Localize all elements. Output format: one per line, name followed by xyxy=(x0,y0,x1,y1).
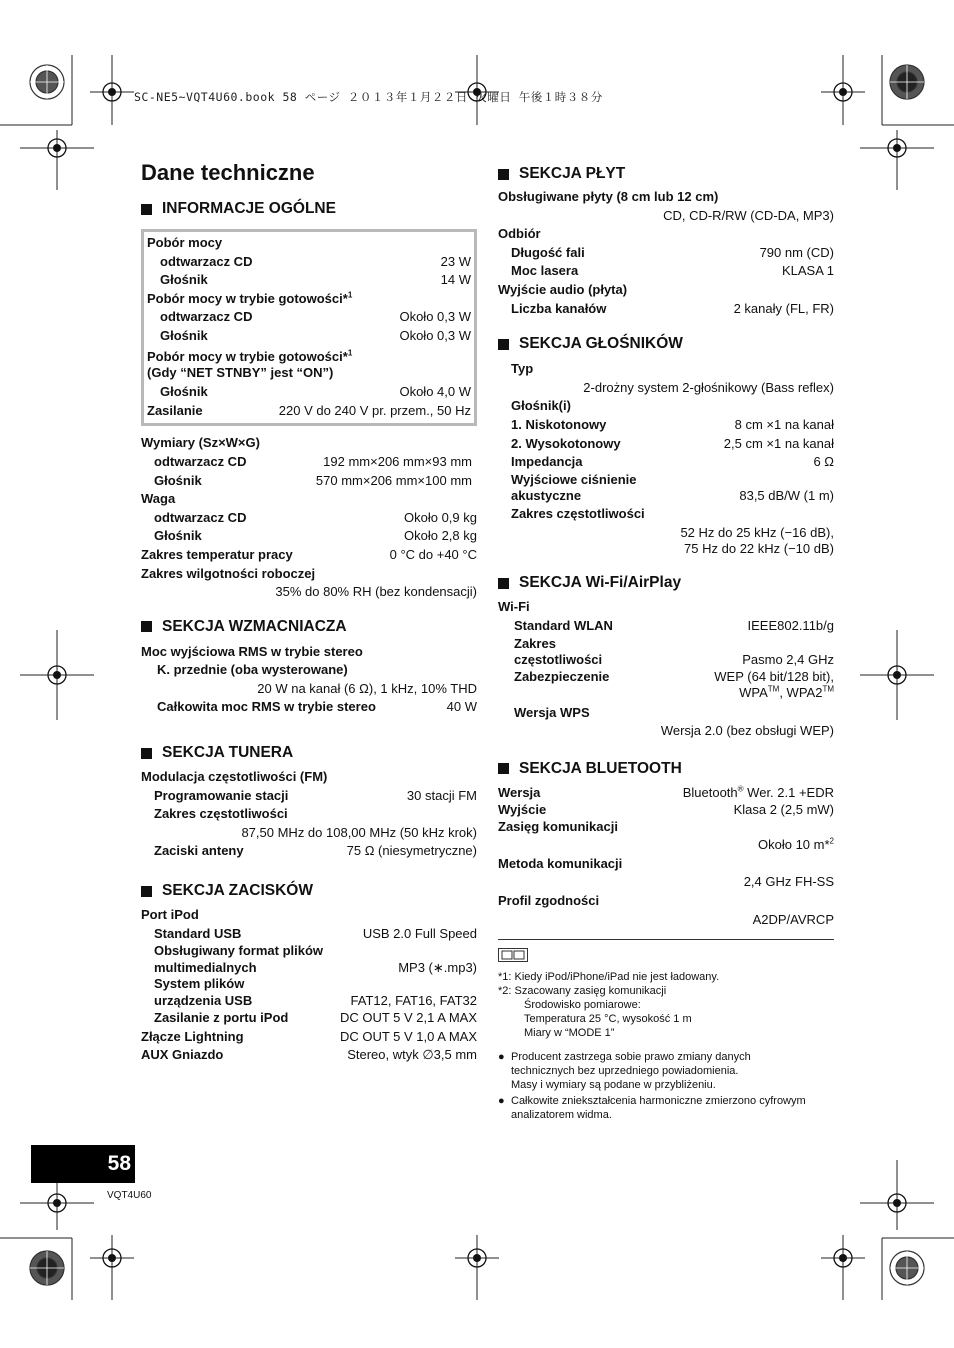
spec-row: odtwarzacz CD Około 0,9 kg xyxy=(154,509,477,525)
footnote-2-detail: Środowisko pomiarowe: xyxy=(524,999,641,1012)
page-number: 58 xyxy=(31,1145,135,1183)
square-bullet-icon xyxy=(498,578,509,589)
spec-row: K. przednie (oba wysterowane) xyxy=(157,662,348,678)
spec-row: Moc lasera KLASA 1 xyxy=(511,263,834,279)
book-icon xyxy=(498,948,528,962)
spec-row: Głośnik 570 mm×206 mm×100 mm xyxy=(154,472,472,488)
section-heading-terminals: SEKCJA ZACISKÓW xyxy=(141,881,477,901)
spec-row: Odbiór xyxy=(498,226,541,242)
spec-row: Zasilanie 220 V do 240 V pr. przem., 50 Hz xyxy=(147,402,471,418)
spec-row: odtwarzacz CD Około 0,3 W xyxy=(160,309,471,325)
spec-row: Standard USB USB 2.0 Full Speed xyxy=(154,925,477,941)
spec-row: Obsługiwany format plików multimedialnych MP3 (∗.mp3) xyxy=(154,943,477,975)
spec-row: Zakres wilgotności roboczej xyxy=(141,565,316,581)
spec-row: Typ xyxy=(511,361,534,377)
spec-row: (Gdy “NET STNBY” jest “ON”) xyxy=(147,365,334,381)
spec-row: Liczba kanałów 2 kanały (FL, FR) xyxy=(511,300,834,316)
spec-row: Wersja Bluetooth® Wer. 2.1 +EDR xyxy=(498,784,834,800)
document-code: VQT4U60 xyxy=(107,1190,152,1201)
spec-row: Moc wyjściowa RMS w trybie stereo xyxy=(141,643,363,659)
spec-row: Zasięg komunikacji xyxy=(498,818,618,834)
spec-row: Programowanie stacji 30 stacji FM xyxy=(154,787,477,803)
spec-row: Wyjściowe ciśnienie akustyczne 83,5 dB/W (1 m) xyxy=(511,471,834,504)
spec-row: Głośnik 14 W xyxy=(160,272,471,288)
spec-row: Zabezpieczenie WEP (64 bit/128 bit), WPA™, WPA2™ xyxy=(514,668,834,700)
spec-row: Zakres temperatur pracy 0 °C do +40 °C xyxy=(141,546,477,562)
spec-row: Port iPod xyxy=(141,907,199,923)
spec-value-line: 52 Hz do 25 kHz (−16 dB), 75 Hz do 22 kHz (−10 dB) xyxy=(680,525,834,557)
spec-value-line: Około 10 m*$^2$ xyxy=(758,836,834,853)
disc-specs xyxy=(498,188,834,318)
list-item: ● Całkowite zniekształcenia harmoniczne zmierzono cyfrowym analizatorem widma. xyxy=(498,1095,806,1122)
spec-row: Zakres częstotliwości Pasmo 2,4 GHz xyxy=(514,635,834,667)
square-bullet-icon xyxy=(498,169,509,180)
section-heading-disc: SEKCJA PŁYT xyxy=(498,164,834,184)
spec-row: Zakres częstotliwości xyxy=(154,806,288,822)
spec-row: Pobór mocy w trybie gotowości*$^1$ xyxy=(147,290,353,306)
list-item: ● Producent zastrzega sobie prawo zmiany danych technicznych bez uprzedniego powiadomienia. Masy i wymiary są podane w przybliżeniu. xyxy=(498,1051,751,1092)
spec-row: Zasilanie z portu iPod DC OUT 5 V 2,1 A MAX xyxy=(154,1010,477,1026)
square-bullet-icon xyxy=(141,204,152,215)
spec-value-line: 87,50 MHz do 108,00 MHz (50 kHz krok) xyxy=(241,824,477,840)
bullet-icon: ● xyxy=(498,1051,505,1064)
dimensions-specs xyxy=(141,434,477,601)
book-header-line: SC-NE5~VQT4U60.book 58 ページ ２０１３年１月２２日 火曜日 午後１時３８分 xyxy=(134,90,603,104)
footnotes xyxy=(498,970,834,1122)
spec-value-line: 2-drożny system 2-głośnikowy (Bass reflex) xyxy=(583,379,834,395)
spec-value-line: Wersja 2.0 (bez obsługi WEP) xyxy=(660,723,834,739)
spec-row: Obsługiwane płyty (8 cm lub 12 cm) xyxy=(498,189,719,204)
spec-row: Impedancja 6 Ω xyxy=(511,454,834,470)
footnote-2: *2: Szacowany zasięg komunikacji xyxy=(498,985,667,998)
spec-row: odtwarzacz CD 23 W xyxy=(160,253,471,269)
spec-row: Standard WLAN IEEE802.11b/g xyxy=(514,617,834,633)
section-heading-amplifier: SEKCJA WZMACNIACZA xyxy=(141,617,477,637)
section-heading-tuner: SEKCJA TUNERA xyxy=(141,743,477,763)
speakers-specs xyxy=(498,360,834,557)
spec-row: Głośnik(i) xyxy=(511,398,571,414)
section-heading-speakers: SEKCJA GŁOŚNIKÓW xyxy=(498,334,834,354)
spec-row: Głośnik Około 4,0 W xyxy=(160,384,471,400)
spec-row: Wersja WPS xyxy=(514,704,590,720)
spec-value-line: 2,4 GHz FH-SS xyxy=(743,874,834,890)
spec-row: Zaciski anteny 75 Ω (niesymetryczne) xyxy=(154,843,477,859)
square-bullet-icon xyxy=(141,621,152,632)
footnote-2-detail: Temperatura 25 °C, wysokość 1 m xyxy=(524,1013,692,1026)
spec-row: Głośnik Około 2,8 kg xyxy=(154,528,477,544)
wifi-specs xyxy=(498,598,834,740)
spec-row: 1. Niskotonowy 8 cm ×1 na kanał xyxy=(511,416,834,432)
power-spec-box xyxy=(141,229,477,426)
spec-row: AUX Gniazdo Stereo, wtyk ∅3,5 mm xyxy=(141,1047,477,1063)
spec-row: Całkowita moc RMS w trybie stereo 40 W xyxy=(157,699,477,715)
footnote-2-detail: Miary w “MODE 1” xyxy=(524,1027,615,1040)
footnote-1: *1: Kiedy iPod/iPhone/iPad nie jest ładowany. xyxy=(498,971,720,984)
square-bullet-icon xyxy=(498,763,509,774)
tuner-specs xyxy=(141,768,477,861)
section-heading-wifi: SEKCJA Wi-Fi/AirPlay xyxy=(498,573,834,593)
spec-row: Wyjście Klasa 2 (2,5 mW) xyxy=(498,801,834,817)
page-title: Dane techniczne xyxy=(141,160,315,185)
spec-row: Pobór mocy xyxy=(147,235,223,250)
spec-row: Długość fali 790 nm (CD) xyxy=(511,244,834,260)
spec-row: Waga xyxy=(141,491,176,507)
terminals-specs xyxy=(141,906,477,1065)
right-column xyxy=(498,164,834,1122)
spec-row: Zakres częstotliwości xyxy=(511,505,645,521)
spec-value-line: 35% do 80% RH (bez kondensacji) xyxy=(275,584,477,600)
spec-row: System plików urządzenia USB FAT12, FAT16, FAT32 xyxy=(154,976,477,1008)
square-bullet-icon xyxy=(141,748,152,759)
square-bullet-icon xyxy=(498,339,509,350)
bluetooth-specs xyxy=(498,784,834,930)
spec-row: Modulacja częstotliwości (FM) xyxy=(141,769,328,785)
section-heading-general: INFORMACJE OGÓLNE xyxy=(141,199,477,219)
spec-row: 2. Wysokotonowy 2,5 cm ×1 na kanał xyxy=(511,435,834,451)
spec-value-line: CD, CD-R/RW (CD-DA, MP3) xyxy=(663,207,834,223)
square-bullet-icon xyxy=(141,886,152,897)
divider xyxy=(498,939,834,940)
spec-row: Wyjście audio (płyta) xyxy=(498,281,628,297)
bullet-icon: ● xyxy=(498,1095,505,1108)
spec-value-line: A2DP/AVRCP xyxy=(752,911,834,927)
spec-value-line: 20 W na kanał (6 Ω), 1 kHz, 10% THD xyxy=(257,680,477,696)
amplifier-specs xyxy=(141,643,477,717)
section-heading-bluetooth: SEKCJA BLUETOOTH xyxy=(498,759,834,779)
spec-row: Wi-Fi xyxy=(498,599,530,615)
spec-row: Profil zgodności xyxy=(498,893,600,909)
left-column xyxy=(141,199,477,1065)
spec-row: Głośnik Około 0,3 W xyxy=(160,327,471,343)
spec-row: odtwarzacz CD 192 mm×206 mm×93 mm xyxy=(154,453,472,469)
spec-row: Pobór mocy w trybie gotowości*$^1$ xyxy=(147,348,353,364)
spec-row: Metoda komunikacji xyxy=(498,855,623,871)
spec-row: Złącze Lightning DC OUT 5 V 1,0 A MAX xyxy=(141,1028,477,1044)
spec-row: Wymiary (Sz×W×G) xyxy=(141,435,260,451)
